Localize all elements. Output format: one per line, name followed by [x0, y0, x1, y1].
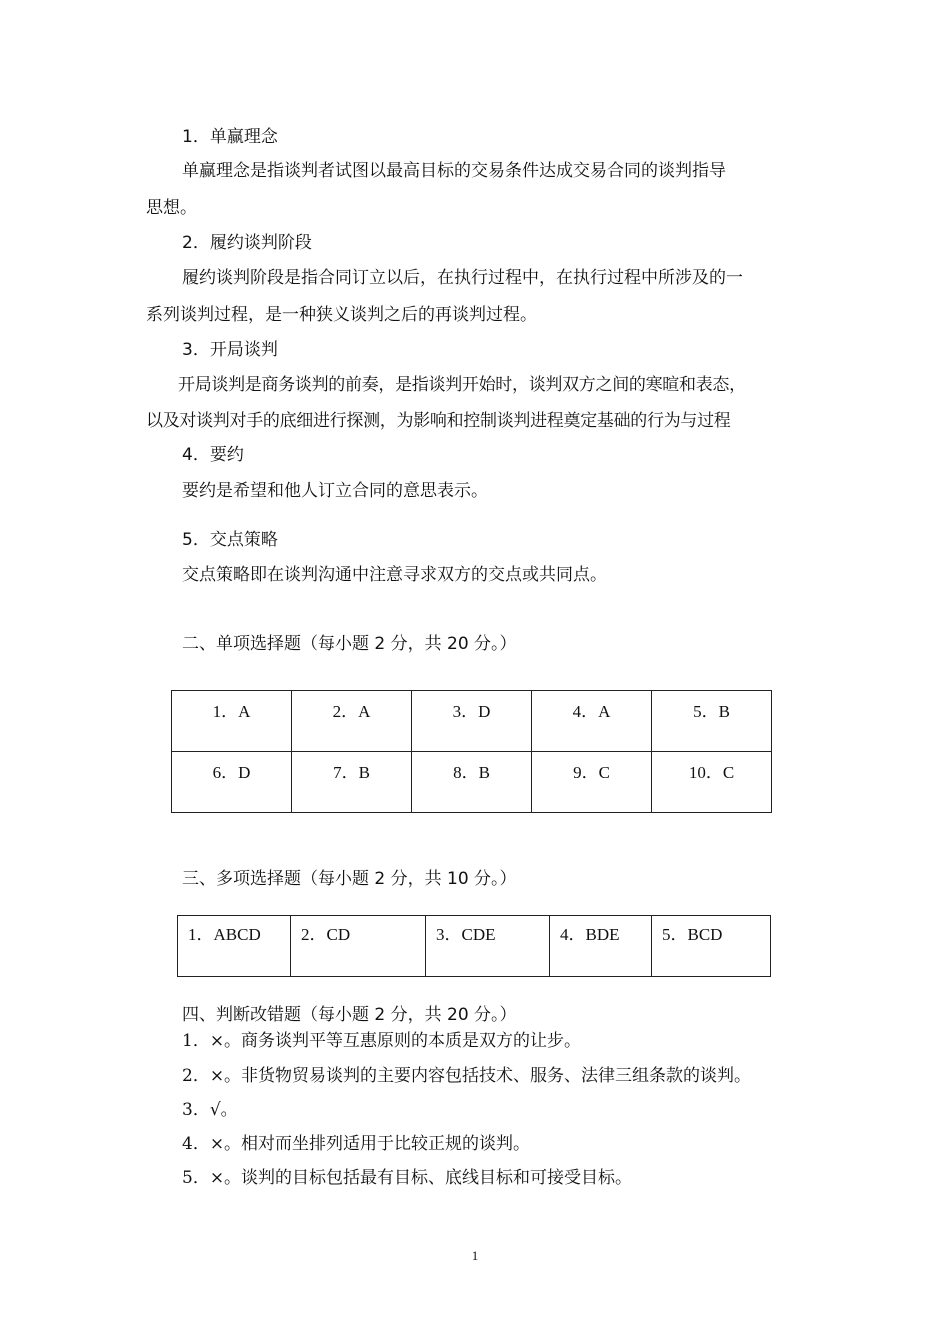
section-title-true-false: 四、判断改错题（每小题 2 分，共 20 分。）: [182, 1005, 517, 1025]
section-title-multiple-choice: 三、多项选择题（每小题 2 分，共 10 分。）: [182, 869, 517, 889]
judgment-item: 1．×。商务谈判平等互惠原则的本质是双方的让步。: [182, 1031, 582, 1051]
term-definition: 要约是希望和他人订立合同的意思表示。: [182, 481, 488, 501]
answer-cell: 9．C: [532, 752, 652, 813]
term-definition: 单赢理念是指谈判者试图以最高目标的交易条件达成交易合同的谈判指导: [182, 161, 726, 181]
answer-cell: 5．B: [652, 691, 772, 752]
answer-cell: 5．BCD: [652, 916, 771, 977]
term-heading: 3．开局谈判: [182, 340, 278, 360]
term-definition: 系列谈判过程，是一种狭义谈判之后的再谈判过程。: [146, 305, 537, 325]
multiple-choice-answer-table: [177, 915, 771, 977]
judgment-item: 5．×。谈判的目标包括最有目标、底线目标和可接受目标。: [182, 1168, 633, 1188]
term-definition: 思想。: [146, 198, 197, 218]
term-heading: 1．单赢理念: [182, 127, 278, 147]
answer-cell: 4．BDE: [550, 916, 652, 977]
answer-cell: 7．B: [292, 752, 412, 813]
table-row: [172, 752, 772, 813]
term-heading: 2．履约谈判阶段: [182, 233, 312, 253]
judgment-item: 4．×。相对而坐排列适用于比较正规的谈判。: [182, 1134, 531, 1154]
judgment-item: 2．×。非货物贸易谈判的主要内容包括技术、服务、法律三组条款的谈判。: [182, 1066, 752, 1086]
section-title-single-choice: 二、单项选择题（每小题 2 分，共 20 分。）: [182, 634, 517, 654]
answer-cell: 1．ABCD: [178, 916, 291, 977]
answer-cell: 4．A: [532, 691, 652, 752]
answer-cell: 3．D: [412, 691, 532, 752]
answer-cell: 10．C: [652, 752, 772, 813]
term-heading: 5．交点策略: [182, 530, 278, 550]
term-definition: 开局谈判是商务谈判的前奏，是指谈判开始时，谈判双方之间的寒暄和表态，: [178, 375, 746, 395]
answer-cell: 2．A: [292, 691, 412, 752]
term-heading: 4．要约: [182, 445, 244, 465]
judgment-item: 3．√。: [182, 1100, 238, 1120]
single-choice-answer-table: [171, 690, 772, 813]
term-definition: 以及对谈判对手的底细进行探测，为影响和控制谈判进程奠定基础的行为与过程: [146, 411, 731, 431]
answer-cell: 6．D: [172, 752, 292, 813]
answer-cell: 1．A: [172, 691, 292, 752]
term-definition: 履约谈判阶段是指合同订立以后，在执行过程中，在执行过程中所涉及的一: [182, 268, 743, 288]
answer-cell: 2．CD: [291, 916, 426, 977]
page-number: 1: [471, 1248, 479, 1263]
answer-cell: 3．CDE: [426, 916, 550, 977]
table-row: [178, 916, 771, 977]
term-definition: 交点策略即在谈判沟通中注意寻求双方的交点或共同点。: [182, 565, 607, 585]
answer-cell: 8．B: [412, 752, 532, 813]
table-row: [172, 691, 772, 752]
